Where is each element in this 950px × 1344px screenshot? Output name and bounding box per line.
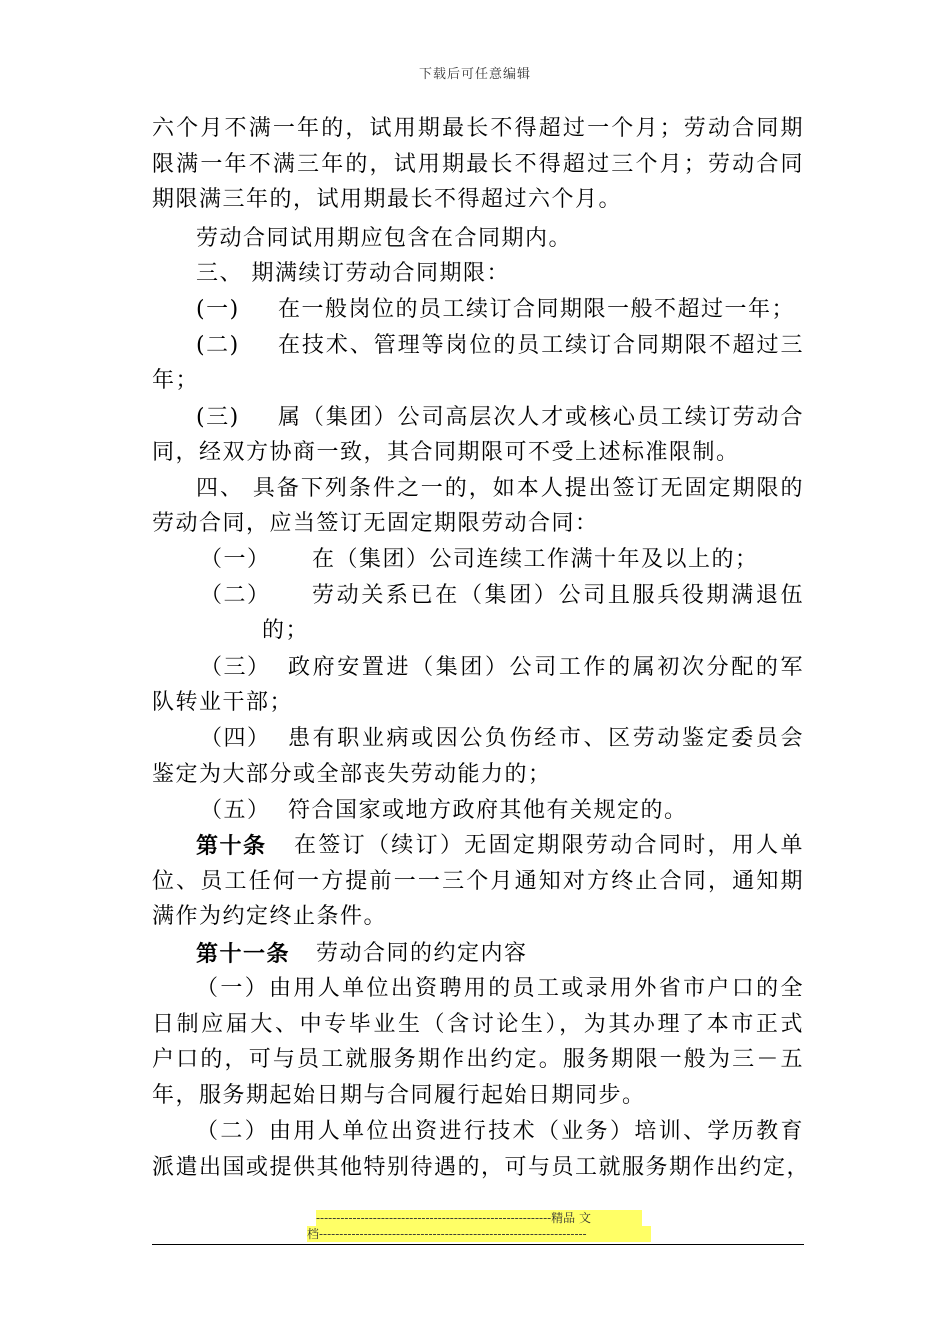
text-line: （一）由用人单位出资聘用的员工或录用外省市户口的全 [196, 976, 804, 1001]
item-marker: （三） [200, 655, 271, 680]
text-line: （二）由用人单位出资进行技术（业务）培训、学历教育 [196, 1119, 804, 1144]
section-heading: 四、 具备下列条件之一的，如本人提出签订无固定期限的 [196, 476, 804, 501]
text-line: 在一般岗位的员工续订合同期限一般不超过一年； [278, 297, 796, 322]
text-line: 在签订（续订）无固定期限劳动合同时，用人单 [294, 833, 804, 858]
text-line: 鉴定为大部分或全部丧失劳动能力的； [152, 762, 552, 787]
footer-divider [152, 1244, 804, 1245]
item-marker: (一) [196, 297, 240, 322]
text-line: 限满一年不满三年的，试用期最长不得超过三个月；劳动合同 [152, 152, 804, 177]
text-line: 在（集团）公司连续工作满十年及以上的； [312, 547, 759, 572]
text-line: 户口的，可与员工就服务期作出约定。服务期限一般为三－五 [152, 1047, 804, 1072]
article-title: 第十条 [196, 833, 267, 859]
text-line: 同，经双方协商一致，其合同期限可不受上述标准限制。 [152, 440, 740, 465]
text-line: 满作为约定终止条件。 [152, 904, 388, 929]
text-line: 派遣出国或提供其他特别待遇的，可与员工就服务期作出约定， [152, 1155, 811, 1180]
article-title: 第十一条 [196, 941, 291, 967]
text-line: 劳动合同试用期应包含在合同期内。 [196, 226, 573, 251]
text-line: 属（集团）公司高层次人才或核心员工续订劳动合 [278, 405, 804, 430]
item-marker: （一） [200, 547, 271, 572]
text-line: 劳动合同，应当签订无固定期限劳动合同： [152, 511, 599, 536]
page-header: 下载后可任意编辑 [418, 67, 531, 82]
item-marker: （五） [200, 798, 271, 823]
text-line: 期限满三年的，试用期最长不得超过六个月。 [152, 187, 623, 212]
item-marker: （四） [200, 726, 271, 751]
text-line: 劳动关系已在（集团）公司且服兵役期满退伍 [312, 583, 804, 608]
text-line: 年，服务期起始日期与合同履行起始日期同步。 [152, 1083, 646, 1108]
item-marker: (三) [196, 405, 240, 430]
text-line: 符合国家或地方政府其他有关规定的。 [288, 798, 688, 823]
text-line: 患有职业病或因公负伤经市、区劳动鉴定委员会 [288, 726, 804, 751]
text-line: 日制应届大、中专毕业生（含讨论生），为其办理了本市正式 [152, 1012, 804, 1037]
section-heading: 三、 期满续订劳动合同期限： [196, 261, 510, 286]
item-marker: (二) [196, 333, 240, 358]
footer-watermark: 档------------------------------------------------------------------ [307, 1226, 651, 1242]
item-marker: （二） [200, 583, 271, 608]
text-line: 年； [152, 368, 200, 393]
text-line: 位、员工任何一方提前一一三个月通知对方终止合同，通知期 [152, 869, 804, 894]
text-line: 六个月不满一年的，试用期最长不得超过一个月；劳动合同期 [152, 116, 804, 141]
footer-watermark: ----------------------------------------------------------精品 文 [316, 1210, 642, 1226]
text-line: 的； [262, 618, 310, 643]
text-line: 劳动合同的约定内容 [316, 941, 528, 966]
text-line: 在技术、管理等岗位的员工续订合同期限不超过三 [278, 333, 804, 358]
text-line: 队转业干部； [152, 690, 294, 715]
text-line: 政府安置进（集团）公司工作的属初次分配的军 [288, 655, 804, 680]
